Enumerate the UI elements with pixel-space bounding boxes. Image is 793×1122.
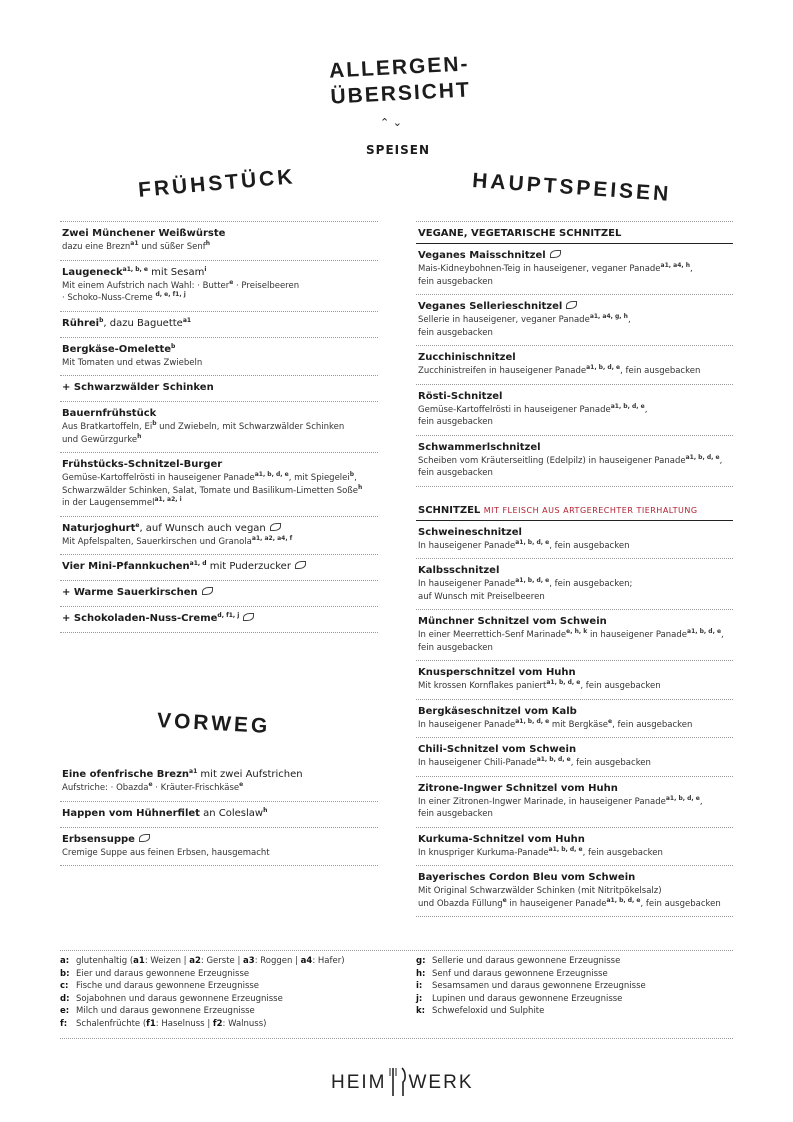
allergen-code: a1 bbox=[130, 240, 139, 247]
legend-text: Fische und daraus gewonnene Erzeugnisse bbox=[76, 981, 260, 992]
desc-text: , bbox=[644, 404, 648, 415]
legend-divider-top bbox=[60, 950, 733, 951]
desc-text: , bbox=[690, 264, 693, 274]
item-name bbox=[62, 343, 376, 357]
allergen-legend-right bbox=[416, 955, 733, 1018]
section-title-vorweg: VORWEG bbox=[156, 709, 271, 738]
item-name bbox=[418, 743, 731, 757]
allergen-code: h bbox=[357, 483, 363, 491]
menu-item bbox=[416, 559, 733, 610]
item-description bbox=[418, 540, 731, 553]
item-name bbox=[418, 441, 731, 455]
item-name-text: Chili-Schnitzel vom Schwein bbox=[418, 744, 577, 755]
allergen-code: a1 bbox=[189, 768, 198, 775]
desc-text: In einer Zitronen-Ingwer Marinade, in hauseigener Panade bbox=[418, 796, 666, 807]
meat-subhead bbox=[416, 499, 733, 521]
menu-item bbox=[416, 828, 733, 867]
allergen-code: d, f1, j bbox=[217, 612, 240, 619]
desc-text: Gemüse-Kartoffelrösti in hauseigener Panade bbox=[418, 404, 611, 415]
item-name bbox=[62, 458, 376, 472]
menu-item bbox=[60, 338, 378, 377]
item-name-text: Naturjoghurt bbox=[62, 522, 136, 534]
legend-subcode: a2 bbox=[189, 956, 201, 966]
logo-text-right: WERK bbox=[408, 1072, 474, 1093]
desc-text: , fein ausgebacken; bbox=[549, 579, 633, 589]
desc-text: Mit Tomaten und etwas Zwiebeln bbox=[62, 357, 203, 368]
allergen-code: a1, b, e bbox=[122, 265, 148, 273]
allergen-code: e bbox=[229, 278, 234, 286]
allergen-code: e bbox=[148, 781, 153, 788]
allergen-code: b bbox=[171, 342, 176, 350]
item-name bbox=[62, 317, 376, 331]
item-name-text: Erbsensuppe bbox=[62, 833, 135, 845]
menu-item bbox=[416, 244, 733, 295]
menu-item bbox=[416, 295, 733, 346]
item-description bbox=[62, 536, 376, 549]
allergen-code: a1, a2, a4, f bbox=[251, 534, 293, 542]
desc-text: Gemüse-Kartoffelrösti in hauseigener Panade bbox=[62, 473, 255, 483]
allergen-code: e bbox=[502, 896, 507, 904]
page-subtitle: SPEISEN bbox=[366, 143, 430, 157]
meat-subhead-note: MIT FLEISCH AUS ARTGERECHTER TIERHALTUNG bbox=[483, 505, 698, 515]
desc-text: Schwarzwälder Schinken, Salat, Tomate und Basilikum-Limetten Soße bbox=[62, 485, 358, 496]
item-name-text: + Schwarzwälder Schinken bbox=[62, 382, 214, 393]
desc-text: In hauseigener Chili-Panade bbox=[418, 758, 537, 768]
item-name bbox=[418, 564, 731, 578]
desc-text: dazu eine Brezn bbox=[62, 242, 131, 252]
legend-text: : Weizen | bbox=[144, 956, 190, 966]
item-description bbox=[418, 629, 731, 654]
item-name-text: Rührei bbox=[62, 317, 100, 329]
heimwerk-logo bbox=[331, 1072, 474, 1094]
item-name-text: Bergkäse-Omelette bbox=[62, 343, 172, 355]
desc-text: Mais-Kidneybohnen-Teig in hauseigener, veganer Panade bbox=[418, 264, 661, 274]
section-title-fruehstueck: FRÜHSTÜCK bbox=[137, 165, 297, 202]
legend-subcode: a1 bbox=[133, 956, 145, 966]
desc-text: Aufstriche: · Obazda bbox=[62, 783, 149, 793]
desc-text: , fein ausgebacken bbox=[612, 719, 693, 730]
title-line-1: ALLERGEN- bbox=[328, 52, 471, 83]
desc-text: , bbox=[721, 630, 724, 640]
desc-text: Scheiben vom Kräuterseitling (Edelpilz) in hauseigener Panade bbox=[418, 455, 686, 466]
menu-item bbox=[60, 607, 378, 633]
desc-text: fein ausgebacken bbox=[418, 468, 493, 478]
item-description bbox=[418, 404, 731, 429]
item-name-text: Bergkäseschnitzel vom Kalb bbox=[418, 705, 577, 717]
legend-text: Sellerie und daraus gewonnene Erzeugnisse bbox=[432, 956, 621, 966]
item-name-text: + Schokoladen-Nuss-Creme bbox=[62, 613, 218, 624]
allergen-code: b bbox=[152, 420, 157, 427]
allergen-code: a1, a2, i bbox=[154, 496, 182, 503]
item-name-suffix: , auf Wunsch auch vegan bbox=[139, 522, 266, 534]
item-name bbox=[62, 807, 376, 821]
desc-text: Mit Original Schwarzwälder Schinken (mit Nitritpökelsalz) bbox=[418, 886, 662, 896]
legend-text: Schwefeloxid und Sulphite bbox=[432, 1006, 545, 1017]
item-name bbox=[62, 266, 376, 280]
item-name-text: Zucchinischnitzel bbox=[418, 352, 516, 363]
legend-key: f: bbox=[60, 1018, 68, 1029]
item-description bbox=[62, 357, 376, 370]
menu-item bbox=[416, 777, 733, 828]
menu-item bbox=[60, 555, 378, 581]
vegan-leaf-icon bbox=[243, 613, 254, 621]
allergen-code: b bbox=[99, 316, 104, 324]
legend-text: Sesamsamen und daraus gewonnene Erzeugnisse bbox=[432, 981, 646, 992]
item-name-text: Eine ofenfrische Brezn bbox=[62, 769, 190, 780]
item-name-text: Bayerisches Cordon Bleu vom Schwein bbox=[418, 872, 636, 883]
legend-key: d: bbox=[60, 993, 70, 1004]
desc-text: fein ausgebacken bbox=[418, 276, 493, 287]
item-name bbox=[62, 768, 376, 782]
legend-row bbox=[60, 993, 405, 1006]
item-description bbox=[418, 365, 731, 378]
legend-text: Sojabohnen und daraus gewonnene Erzeugnisse bbox=[76, 993, 283, 1004]
legend-row bbox=[416, 993, 733, 1006]
page-title bbox=[299, 50, 501, 112]
allergen-legend-left bbox=[60, 955, 405, 1031]
legend-key: j: bbox=[416, 993, 423, 1004]
item-name bbox=[62, 227, 376, 241]
allergen-code: a1 bbox=[182, 316, 192, 324]
menu-item bbox=[416, 610, 733, 661]
hauptspeisen-column bbox=[416, 221, 733, 917]
allergen-code: d, e, f1, j bbox=[155, 291, 186, 298]
allergen-code: a1, b, d, e bbox=[687, 628, 722, 635]
item-name bbox=[418, 705, 731, 719]
title-line-2: ÜBERSICHT bbox=[329, 78, 472, 109]
legend-text: Eier und daraus gewonnene Erzeugnisse bbox=[76, 968, 250, 979]
item-name-text: + Warme Sauerkirschen bbox=[62, 587, 198, 598]
desc-text: fein ausgebacken bbox=[418, 809, 493, 819]
item-name bbox=[418, 871, 731, 885]
menu-item bbox=[60, 222, 378, 261]
item-description bbox=[62, 280, 376, 305]
menu-item bbox=[60, 453, 378, 517]
vegan-leaf-icon bbox=[270, 523, 281, 531]
allergen-code: a1, b, d, e bbox=[536, 756, 571, 763]
chevron-icons: ⌃ ⌄ bbox=[380, 116, 402, 129]
vegan-leaf-icon bbox=[139, 834, 150, 842]
item-name bbox=[62, 586, 376, 600]
item-name bbox=[62, 560, 376, 574]
allergen-code: a1, b, d, e bbox=[685, 453, 720, 461]
menu-item bbox=[416, 738, 733, 777]
legend-row bbox=[416, 1005, 733, 1018]
desc-text: auf Wunsch mit Preiselbeeren bbox=[418, 591, 545, 602]
menu-item bbox=[60, 402, 378, 453]
desc-text: , fein ausgebacken bbox=[549, 540, 630, 551]
allergen-code: a1, b, d, e bbox=[665, 794, 700, 802]
item-name bbox=[62, 381, 376, 395]
item-name-text: Schweineschnitzel bbox=[418, 526, 522, 538]
legend-text: glutenhaltig ( bbox=[76, 956, 134, 966]
desc-text: Mit Apfelspalten, Sauerkirschen und Granola bbox=[62, 536, 252, 547]
item-name-suffix: mit zwei Aufstrichen bbox=[197, 769, 303, 780]
item-description bbox=[418, 757, 731, 770]
allergen-code: h bbox=[205, 240, 210, 247]
legend-row bbox=[416, 955, 733, 968]
desc-text: fein ausgebacken bbox=[418, 417, 493, 427]
desc-text: , fein ausgebacken bbox=[570, 758, 651, 768]
menu-item bbox=[416, 436, 733, 487]
allergen-code: a1, b, d, e bbox=[515, 577, 550, 584]
item-name-text: Bauernfrühstück bbox=[62, 408, 157, 419]
legend-text: Lupinen und daraus gewonnene Erzeugnisse bbox=[432, 993, 623, 1004]
item-name-text: Knusperschnitzel vom Huhn bbox=[418, 667, 576, 678]
item-name bbox=[62, 407, 376, 421]
allergen-code: e bbox=[239, 781, 244, 788]
desc-text: , mit Spiegelei bbox=[288, 473, 350, 483]
item-description bbox=[62, 472, 376, 510]
legend-key: i: bbox=[416, 981, 423, 992]
legend-text: : Gerste | bbox=[200, 956, 244, 966]
menu-item bbox=[60, 828, 378, 867]
desc-text: · Schoko-Nuss-Creme bbox=[62, 293, 156, 303]
menu-item bbox=[416, 866, 733, 917]
vegan-leaf-icon bbox=[566, 301, 577, 309]
menu-item bbox=[60, 763, 378, 802]
item-description bbox=[62, 241, 376, 254]
desc-text: Zucchinistreifen in hauseigener Panade bbox=[418, 366, 587, 376]
item-description bbox=[418, 719, 731, 732]
legend-text: : Walnuss) bbox=[222, 1018, 267, 1029]
desc-text: , fein ausgebacken bbox=[640, 898, 721, 909]
legend-key: g: bbox=[416, 956, 426, 966]
allergen-code: a1, b, d, e bbox=[515, 538, 550, 546]
item-name bbox=[418, 833, 731, 847]
desc-text: · Preiselbeeren bbox=[233, 280, 300, 291]
item-name-text: Happen vom Hühnerfilet bbox=[62, 807, 200, 819]
item-name-text: Laugeneck bbox=[62, 266, 123, 278]
item-description bbox=[418, 263, 731, 288]
item-description bbox=[418, 314, 731, 339]
desc-text: , fein ausgebacken bbox=[582, 847, 663, 858]
item-name bbox=[62, 833, 376, 847]
item-name bbox=[418, 782, 731, 796]
item-name-suffix: mit Sesam bbox=[148, 266, 205, 278]
legend-text: : Roggen | bbox=[254, 956, 301, 966]
allergen-code: a1, b, d, e bbox=[586, 364, 621, 371]
allergen-code: a1, a4, h bbox=[660, 262, 691, 269]
meat-subhead-label: SCHNITZEL bbox=[418, 504, 481, 516]
menu-item bbox=[60, 802, 378, 828]
desc-text: fein ausgebacken bbox=[418, 327, 493, 338]
desc-text: Cremige Suppe aus feinen Erbsen, hausgemacht bbox=[62, 847, 270, 858]
item-name-text: Rösti-Schnitzel bbox=[418, 390, 503, 402]
menu-item bbox=[416, 346, 733, 385]
menu-item bbox=[416, 385, 733, 436]
item-name bbox=[418, 300, 731, 314]
allergen-code: e, h, k bbox=[566, 628, 588, 635]
item-name-text: Veganes Sellerieschnitzel bbox=[418, 301, 563, 312]
item-name bbox=[418, 351, 731, 365]
legend-text: Schalenfrüchte ( bbox=[76, 1018, 147, 1029]
desc-text: In knuspriger Kurkuma-Panade bbox=[418, 847, 549, 858]
legend-text: Senf und daraus gewonnene Erzeugnisse bbox=[432, 968, 608, 979]
vegan-subhead bbox=[416, 221, 733, 244]
desc-text: In hauseigener Panade bbox=[418, 579, 516, 589]
desc-text: , bbox=[699, 796, 703, 807]
menu-item bbox=[60, 517, 378, 556]
item-name-suffix: mit Puderzucker bbox=[206, 561, 291, 572]
legend-subcode: f1 bbox=[146, 1018, 156, 1029]
allergen-code: a1, b, d, e bbox=[254, 471, 289, 478]
legend-row bbox=[416, 968, 733, 981]
allergen-code: a1, b, d, e bbox=[548, 845, 583, 853]
legend-key: b: bbox=[60, 968, 70, 979]
legend-row bbox=[60, 1005, 405, 1018]
menu-item bbox=[60, 581, 378, 607]
allergen-code: i bbox=[204, 265, 207, 273]
desc-text: , bbox=[627, 315, 631, 325]
legend-row bbox=[416, 980, 733, 993]
vegan-list bbox=[416, 244, 733, 487]
desc-text: und Gewürzgurke bbox=[62, 434, 138, 445]
allergen-code: b bbox=[349, 471, 355, 478]
legend-key: e: bbox=[60, 1006, 70, 1017]
vegan-leaf-icon bbox=[295, 561, 306, 569]
item-name bbox=[62, 522, 376, 536]
desc-text: · Kräuter-Frischkäse bbox=[152, 783, 240, 793]
item-name-suffix: , dazu Baguette bbox=[103, 317, 183, 329]
allergen-code: a1, d bbox=[189, 560, 207, 567]
allergen-code: e bbox=[608, 717, 613, 725]
desc-text: und Obazda Füllung bbox=[418, 898, 503, 909]
item-name-text: Münchner Schnitzel vom Schwein bbox=[418, 616, 607, 627]
menu-item bbox=[416, 700, 733, 739]
item-description bbox=[418, 578, 731, 603]
desc-text: in der Laugensemmel bbox=[62, 498, 155, 508]
allergen-code: a1, b, d, e bbox=[606, 896, 641, 904]
desc-text: Mit krossen Kornflakes paniert bbox=[418, 681, 547, 691]
legend-row bbox=[60, 980, 405, 993]
desc-text: Mit einem Aufstrich nach Wahl: · Butter bbox=[62, 280, 230, 291]
section-title-hauptspeisen: HAUPTSPEISEN bbox=[471, 169, 672, 206]
desc-text: in hauseigener Panade bbox=[506, 898, 607, 909]
item-name-text: Zwei Münchener Weißwürste bbox=[62, 228, 226, 239]
item-name bbox=[418, 666, 731, 680]
item-name bbox=[418, 249, 731, 263]
desc-text: in hauseigener Panade bbox=[587, 630, 688, 640]
legend-row bbox=[60, 1018, 405, 1031]
desc-text: fein ausgebacken bbox=[418, 642, 493, 653]
item-name-suffix: an Coleslaw bbox=[199, 807, 264, 819]
legend-text: : Haselnuss | bbox=[155, 1018, 213, 1029]
menu-item bbox=[416, 661, 733, 700]
item-name bbox=[418, 390, 731, 404]
item-description bbox=[418, 885, 731, 910]
allergen-code: a1, b, d, e bbox=[546, 679, 581, 686]
item-name-text: Frühstücks-Schnitzel-Burger bbox=[62, 459, 223, 470]
vegan-leaf-icon bbox=[202, 587, 213, 595]
legend-key: k: bbox=[416, 1006, 426, 1017]
item-name bbox=[62, 612, 376, 626]
allergen-code: e bbox=[135, 521, 140, 529]
item-name-text: Veganes Maisschnitzel bbox=[418, 250, 546, 261]
legend-text: Milch und daraus gewonnene Erzeugnisse bbox=[76, 1006, 255, 1017]
desc-text: und Zwiebeln, mit Schwarzwälder Schinken bbox=[156, 422, 345, 432]
legend-row bbox=[60, 968, 405, 981]
legend-row bbox=[60, 955, 405, 968]
legend-key: h: bbox=[416, 968, 426, 979]
allergen-code: h bbox=[263, 806, 268, 814]
legend-subcode: a4 bbox=[300, 956, 313, 966]
item-description bbox=[418, 796, 731, 821]
desc-text: Sellerie in hauseigener, veganer Panade bbox=[418, 315, 590, 325]
menu-item bbox=[60, 261, 378, 312]
vegan-subhead-label: VEGANE, VEGETARISCHE SCHNITZEL bbox=[418, 228, 622, 239]
item-name-text: Schwammerlschnitzel bbox=[418, 441, 541, 453]
desc-text: In hauseigener Panade bbox=[418, 540, 516, 551]
menu-item bbox=[60, 312, 378, 338]
item-description bbox=[418, 455, 731, 480]
vegan-leaf-icon bbox=[550, 250, 561, 258]
legend-divider-bottom bbox=[60, 1038, 733, 1039]
desc-text: Aus Bratkartoffeln, Ei bbox=[62, 422, 153, 432]
item-name-text: Zitrone-Ingwer Schnitzel vom Huhn bbox=[418, 782, 618, 794]
legend-text: : Hafer) bbox=[312, 956, 345, 966]
item-description bbox=[418, 847, 731, 860]
item-description bbox=[418, 680, 731, 693]
desc-text: , bbox=[719, 455, 723, 466]
item-description bbox=[62, 847, 376, 860]
desc-text: In hauseigener Panade bbox=[418, 719, 516, 730]
meat-list bbox=[416, 521, 733, 918]
item-description bbox=[62, 782, 376, 795]
item-name-text: Kalbsschnitzel bbox=[418, 565, 500, 576]
allergen-code: a1, b, d, e bbox=[610, 402, 645, 410]
logo-text-left: HEIM bbox=[331, 1072, 387, 1093]
menu-item bbox=[60, 376, 378, 402]
legend-key: a: bbox=[60, 956, 70, 966]
desc-text: und süßer Senf bbox=[138, 242, 206, 252]
allergen-code: a1, a4, g, h bbox=[589, 313, 628, 320]
item-name-text: Vier Mini-Pfannkuchen bbox=[62, 561, 190, 572]
desc-text: In einer Meerrettich-Senf Marinade bbox=[418, 630, 567, 640]
legend-subcode: a3 bbox=[243, 956, 255, 966]
item-name bbox=[418, 526, 731, 540]
desc-text: mit Bergkäse bbox=[549, 719, 609, 730]
fruehstueck-list bbox=[60, 221, 378, 633]
legend-subcode: f2 bbox=[212, 1018, 223, 1029]
legend-key: c: bbox=[60, 981, 69, 992]
desc-text: , fein ausgebacken bbox=[580, 681, 661, 691]
menu-item bbox=[416, 521, 733, 560]
allergen-code: a1, b, d, e bbox=[515, 717, 550, 725]
item-name bbox=[418, 615, 731, 629]
item-name-text: Kurkuma-Schnitzel vom Huhn bbox=[418, 833, 585, 845]
vorweg-list bbox=[60, 763, 378, 866]
item-description bbox=[62, 421, 376, 446]
desc-text: , bbox=[354, 473, 357, 483]
desc-text: , fein ausgebacken bbox=[620, 366, 701, 376]
allergen-code: h bbox=[137, 432, 142, 440]
